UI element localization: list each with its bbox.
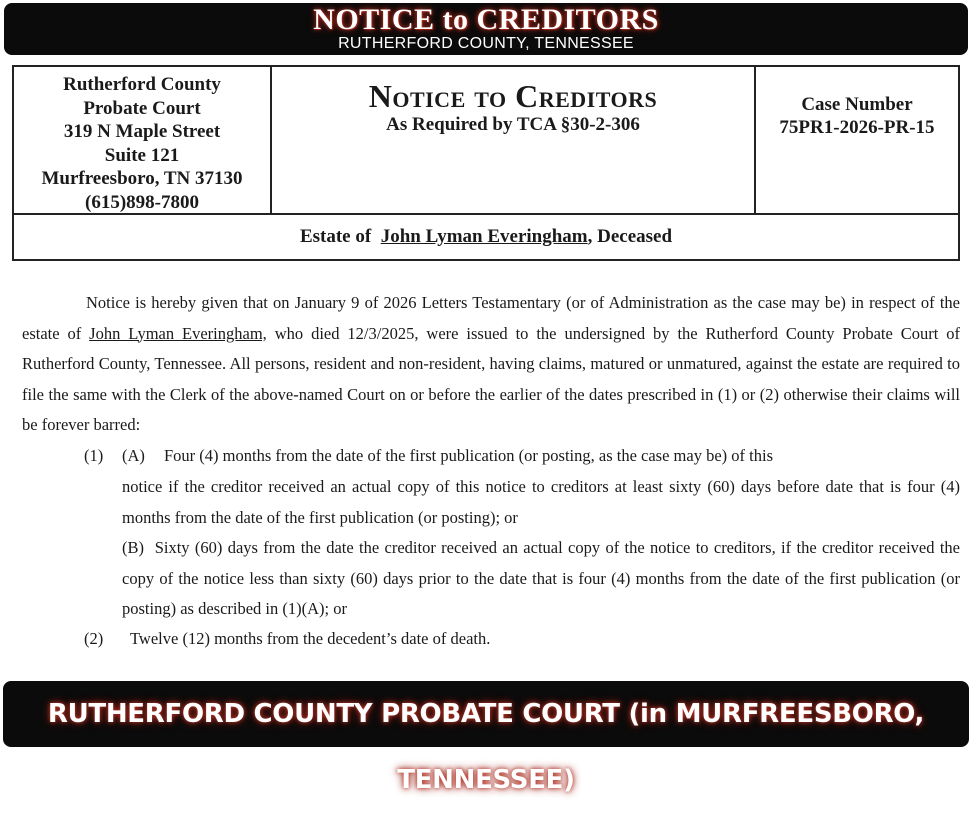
notice-title: Notice to Creditors xyxy=(368,78,658,114)
decedent-name: John Lyman Everingham xyxy=(380,226,588,247)
item1a-text: notice if the creditor received an actual copy of this notice to creditors at least sixty (60) days before date that is four (4) months from the date of the first publication (or posting); or xyxy=(122,477,960,527)
estate-suffix: , Deceased xyxy=(587,226,673,247)
item1a-line1: Four (4) months from the date of the first publication (or posting, as the case may be) of this xyxy=(164,446,773,465)
notice-statute: As Required by TCA §30-2-306 xyxy=(386,114,640,135)
item2-text: Twelve (12) months from the decedent’s date of death. xyxy=(130,629,491,648)
court-city-line: Murfreesboro, TN 37130 xyxy=(41,168,243,189)
estate-line xyxy=(14,215,958,259)
paragraph-text-b: who died 12/3/2025, were issued to the undersigned by the Rutherford County Probate Court of Rutherford County, Tennessee. All persons, resident and non-resident, having claims, matured or unmatured, against the estate are required to file the same with the Clerk of the above-named Court on or before the earlier of the dates prescribed in (1) or (2) otherwise their claims will be forever barred: xyxy=(22,323,960,435)
notice-title-cell xyxy=(272,67,756,215)
item1b-label: (B) xyxy=(122,538,144,557)
list-item-1b xyxy=(122,533,960,625)
case-number: 75PR1-2026-PR-15 xyxy=(779,117,935,138)
top-banner xyxy=(4,3,968,55)
court-suite-line: Suite 121 xyxy=(104,144,180,166)
item1a-label: (A) xyxy=(122,446,145,465)
item1b-text: Sixty (60) days from the date the creditor received an actual copy of the notice to creditors, if the creditor received the copy of the notice less than sixty (60) days prior to the date that is four (4) months from the date of the first publication (or posting) as described in (1)(A); or xyxy=(122,538,961,619)
banner-title: NOTICE to CREDITORS xyxy=(313,3,659,36)
item1-number: (1) xyxy=(84,446,104,465)
notice-body xyxy=(22,288,960,441)
item2-number: (2) xyxy=(84,629,104,648)
court-type-line: Probate Court xyxy=(83,97,201,119)
header-table xyxy=(12,65,960,261)
paragraph-text-a: Notice is hereby given that on January 9 of 2026 Letters Testamentary (or of Administration as the case may be) in respect of the estate of xyxy=(22,293,960,343)
notice-paragraph xyxy=(22,288,960,441)
case-cell xyxy=(756,67,958,215)
list-item-1a-rest xyxy=(122,472,960,533)
court-street-line: 319 N Maple Street xyxy=(63,121,221,142)
case-label: Case Number xyxy=(801,94,913,115)
paragraph-decedent-name: John Lyman Everingham, xyxy=(89,323,267,343)
bottom-banner-text: RUTHERFORD COUNTY PROBATE COURT (in MURFREESBORO, TENNESSEE) xyxy=(47,699,925,795)
court-address xyxy=(14,67,272,215)
court-name-line: Rutherford County xyxy=(63,74,221,95)
banner-subtitle: RUTHERFORD COUNTY, TENNESSEE xyxy=(338,35,634,52)
estate-prefix: Estate of xyxy=(299,226,372,247)
court-phone-line: (615)898-7800 xyxy=(85,191,199,213)
bottom-banner xyxy=(3,681,969,795)
